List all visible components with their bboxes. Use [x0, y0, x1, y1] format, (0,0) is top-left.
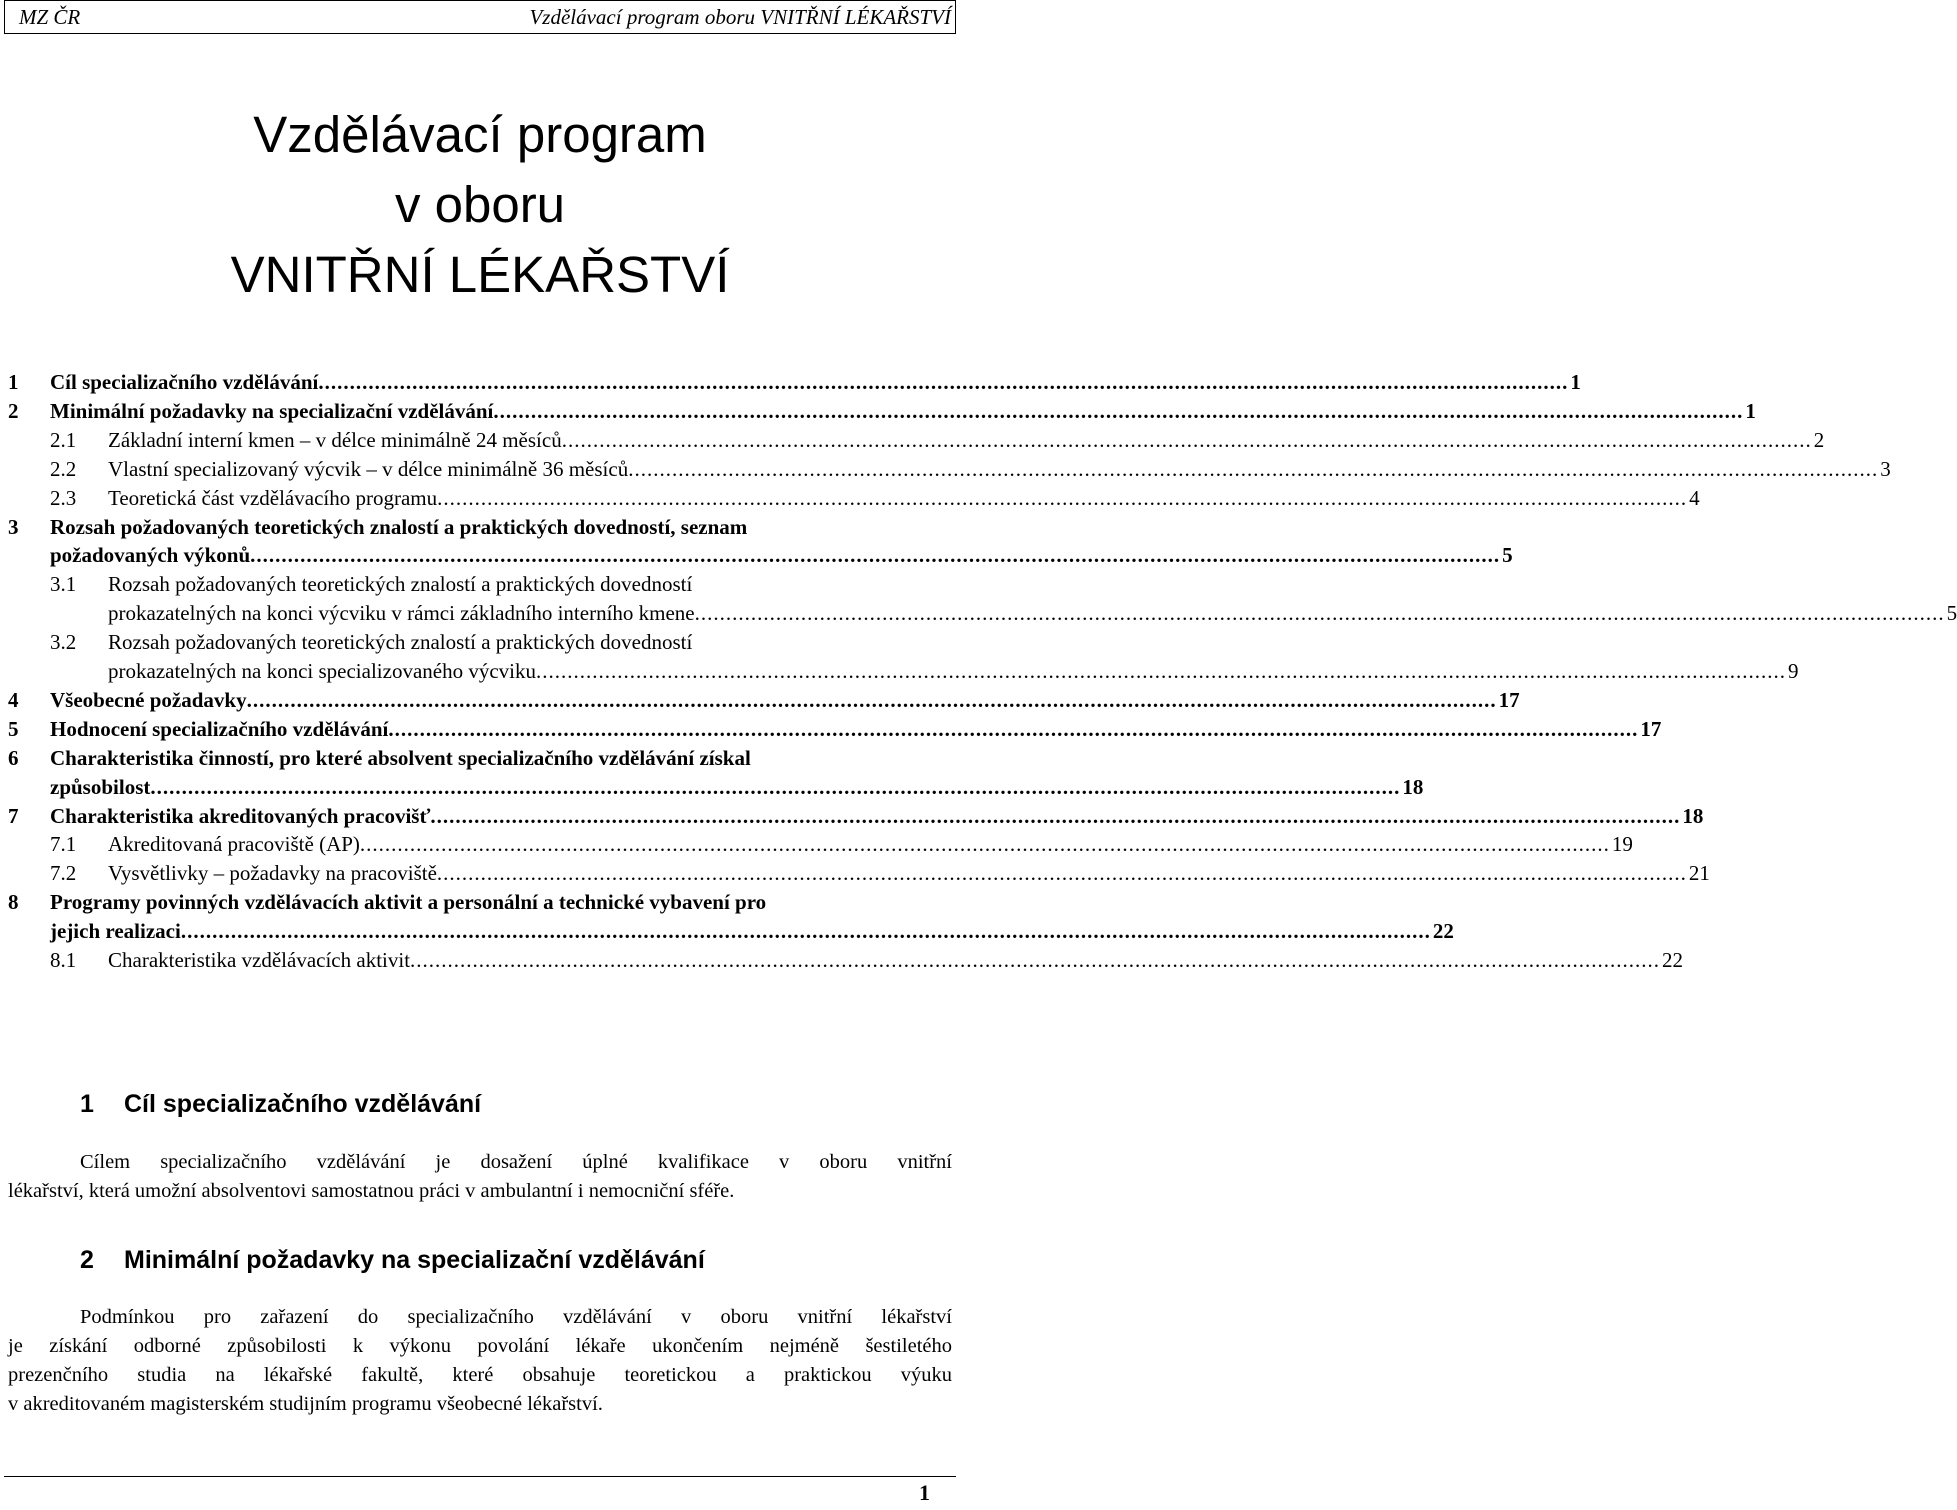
toc-entry-number: 3: [8, 515, 19, 539]
toc-page-number: 4: [1689, 486, 1700, 510]
paragraph-line: v akreditovaném magisterském studijním programu všeobecné lékařství.: [8, 1393, 603, 1415]
toc-entry[interactable]: [8, 686, 1520, 714]
toc-entry-title: Charakteristika vzdělávacích aktivit: [108, 948, 411, 972]
toc-entry[interactable]: [8, 628, 952, 656]
toc-entry-title: Cíl specializačního vzdělávání: [50, 370, 319, 394]
toc-entry-title: Programy povinných vzdělávacích aktivit a personální a technické vybavení pro: [50, 890, 767, 914]
title-line-3: VNITŘNÍ LÉKAŘSTVÍ: [230, 246, 730, 303]
toc-entry-number: 7: [8, 804, 19, 828]
toc-page-number: 3: [1880, 457, 1891, 481]
toc-page-number: 19: [1611, 832, 1633, 856]
toc-entry-number: 3.1: [50, 572, 77, 596]
toc-entry[interactable]: [8, 917, 1454, 945]
toc-entry-number: 2: [8, 399, 19, 423]
toc-entry-title: Základní interní kmen – v délce minimálně 24 měsíců: [108, 428, 562, 452]
toc-leader-dots: ........................................................................................................................................................................................................: [493, 399, 1744, 423]
toc-page-number: 22: [1432, 919, 1454, 943]
toc-entry-title: Rozsah požadovaných teoretických znalostí a praktických dovedností, seznam: [50, 515, 748, 539]
section-2-paragraph: [8, 1303, 952, 1419]
toc-entry-number: 8.1: [50, 948, 77, 972]
section-1-number: 1: [80, 1090, 94, 1118]
paragraph-line: lékařství, která umožní absolventovi samostatnou práci v ambulantní i nemocniční sféře.: [8, 1180, 735, 1202]
toc-entry-number: 2.1: [50, 428, 77, 452]
toc-page-number: 5: [1946, 601, 1957, 625]
toc-leader-dots: ........................................................................................................................................................................................................: [628, 457, 1879, 481]
toc-entry[interactable]: [8, 859, 1710, 887]
toc-page-number: 5: [1502, 543, 1513, 567]
toc-leader-dots: ........................................................................................................................................................................................................: [359, 832, 1610, 856]
toc-page-number: 18: [1402, 775, 1424, 799]
toc-entry-title: Teoretická část vzdělávacího programu: [108, 486, 438, 510]
toc-entry-number: 7.1: [50, 832, 77, 856]
toc-entry[interactable]: [8, 368, 1581, 396]
toc-entry[interactable]: [8, 744, 952, 772]
toc-entry-number: 4: [8, 688, 19, 712]
toc-page-number: 17: [1498, 688, 1520, 712]
section-1-paragraph: [8, 1148, 952, 1206]
title-line-2: v oboru: [394, 176, 566, 233]
toc-page-number: 1: [1570, 370, 1581, 394]
toc-entry-title-continued: způsobilost: [50, 775, 151, 799]
toc-entry-title: Akreditovaná pracoviště (AP): [108, 832, 360, 856]
toc-leader-dots: ........................................................................................................................................................................................................: [536, 659, 1786, 683]
toc-entry-number: 2.3: [50, 486, 77, 510]
toc-entry-title: Vlastní specializovaný výcvik – v délce minimálně 36 měsíců: [108, 457, 629, 481]
title-line-1: Vzdělávací program: [253, 106, 707, 163]
toc-leader-dots: ........................................................................................................................................................................................................: [436, 861, 1687, 885]
toc-entry[interactable]: [8, 830, 1633, 858]
paragraph-line: prezenčního studia na lékařské fakultě, které obsahuje teoretickou a praktickou výuku: [8, 1364, 952, 1386]
toc-leader-dots: ........................................................................................................................................................................................................: [561, 428, 1812, 452]
page-number: 1: [919, 1480, 930, 1505]
toc-entry[interactable]: [8, 888, 952, 916]
toc-entry-title-continued: prokazatelných na konci specializovaného výcviku: [108, 659, 536, 683]
toc-entry-number: 6: [8, 746, 19, 770]
toc-leader-dots: ........................................................................................................................................................................................................: [318, 370, 1569, 394]
toc-entry-title: Hodnocení specializačního vzdělávání: [50, 717, 389, 741]
toc-entry-title: Rozsah požadovaných teoretických znalostí a praktických dovedností: [108, 630, 693, 654]
toc-page-number: 17: [1640, 717, 1662, 741]
toc-entry[interactable]: [8, 484, 1700, 512]
toc-leader-dots: ........................................................................................................................................................................................................: [694, 601, 1945, 625]
toc-entry-number: 3.2: [50, 630, 77, 654]
toc-entry-number: 1: [8, 370, 19, 394]
toc-leader-dots: ........................................................................................................................................................................................................: [410, 948, 1661, 972]
toc-page-number: 21: [1688, 861, 1710, 885]
toc-entry[interactable]: [8, 397, 1756, 425]
header-left: MZ ČR: [19, 4, 81, 29]
toc-entry[interactable]: [8, 599, 1957, 627]
toc-entry-number: 2.2: [50, 457, 77, 481]
toc-entry[interactable]: [8, 773, 1424, 801]
toc-leader-dots: ........................................................................................................................................................................................................: [430, 804, 1681, 828]
toc-entry-title: Minimální požadavky na specializační vzdělávání: [50, 399, 494, 423]
paragraph-line: Cílem specializačního vzdělávání je dosažení úplné kvalifikace v oboru vnitřní: [80, 1151, 952, 1173]
toc-entry-title: Charakteristika akreditovaných pracovišť: [50, 804, 431, 828]
section-1-heading: [80, 1090, 481, 1119]
toc-entry-title-continued: jejich realizaci: [50, 919, 181, 943]
toc-entry-title: Vysvětlivky – požadavky na pracoviště: [108, 861, 437, 885]
toc-entry-title-continued: požadovaných výkonů: [50, 543, 251, 567]
toc-entry[interactable]: [8, 802, 1704, 830]
toc-page-number: 2: [1813, 428, 1825, 452]
toc-leader-dots: ........................................................................................................................................................................................................: [250, 543, 1501, 567]
toc-entry[interactable]: [8, 657, 1799, 685]
toc-leader-dots: ........................................................................................................................................................................................................: [150, 775, 1401, 799]
footer-rule: [4, 1476, 956, 1477]
toc-entry-title: Všeobecné požadavky: [50, 688, 247, 712]
toc-entry-title: Rozsah požadovaných teoretických znalostí a praktických dovedností: [108, 572, 693, 596]
toc-entry[interactable]: [8, 946, 1684, 974]
toc-entry[interactable]: [8, 455, 1891, 483]
section-1-title: Cíl specializačního vzdělávání: [124, 1090, 482, 1118]
toc-leader-dots: ........................................................................................................................................................................................................: [437, 486, 1688, 510]
toc-entry-title: Charakteristika činností, pro které absolvent specializačního vzdělávání získal: [50, 746, 751, 770]
toc-entry-number: 7.2: [50, 861, 77, 885]
toc-entry-number: 8: [8, 890, 19, 914]
section-2-heading: [80, 1246, 705, 1275]
toc-leader-dots: ........................................................................................................................................................................................................: [388, 717, 1639, 741]
toc-entry[interactable]: [8, 541, 1513, 569]
paragraph-line: je získání odborné způsobilosti k výkonu povolání lékaře ukončením nejméně šestiletého: [8, 1335, 952, 1357]
toc-entry[interactable]: [8, 513, 952, 541]
paragraph-line: Podmínkou pro zařazení do specializačního vzdělávání v oboru vnitřní lékařství: [80, 1306, 952, 1328]
toc-page-number: 9: [1788, 659, 1799, 683]
section-2-title: Minimální požadavky na specializační vzdělávání: [124, 1246, 705, 1274]
toc-page-number: 22: [1662, 948, 1684, 972]
toc-leader-dots: ........................................................................................................................................................................................................: [180, 919, 1431, 943]
toc-leader-dots: ........................................................................................................................................................................................................: [246, 688, 1497, 712]
toc-entry-title-continued: prokazatelných na konci výcviku v rámci základního interního kmene: [108, 601, 695, 625]
document-title: [0, 100, 960, 310]
toc-entry[interactable]: [8, 570, 952, 598]
toc-entry-number: 5: [8, 717, 19, 741]
header-right: Vzdělávací program oboru VNITŘNÍ LÉKAŘSTVÍ: [529, 4, 951, 29]
toc-page-number: 18: [1682, 804, 1704, 828]
page-header: [4, 0, 956, 34]
toc-entry[interactable]: [8, 426, 1825, 454]
section-2-number: 2: [80, 1246, 94, 1274]
toc-entry[interactable]: [8, 715, 1662, 743]
toc-page-number: 1: [1745, 399, 1756, 423]
